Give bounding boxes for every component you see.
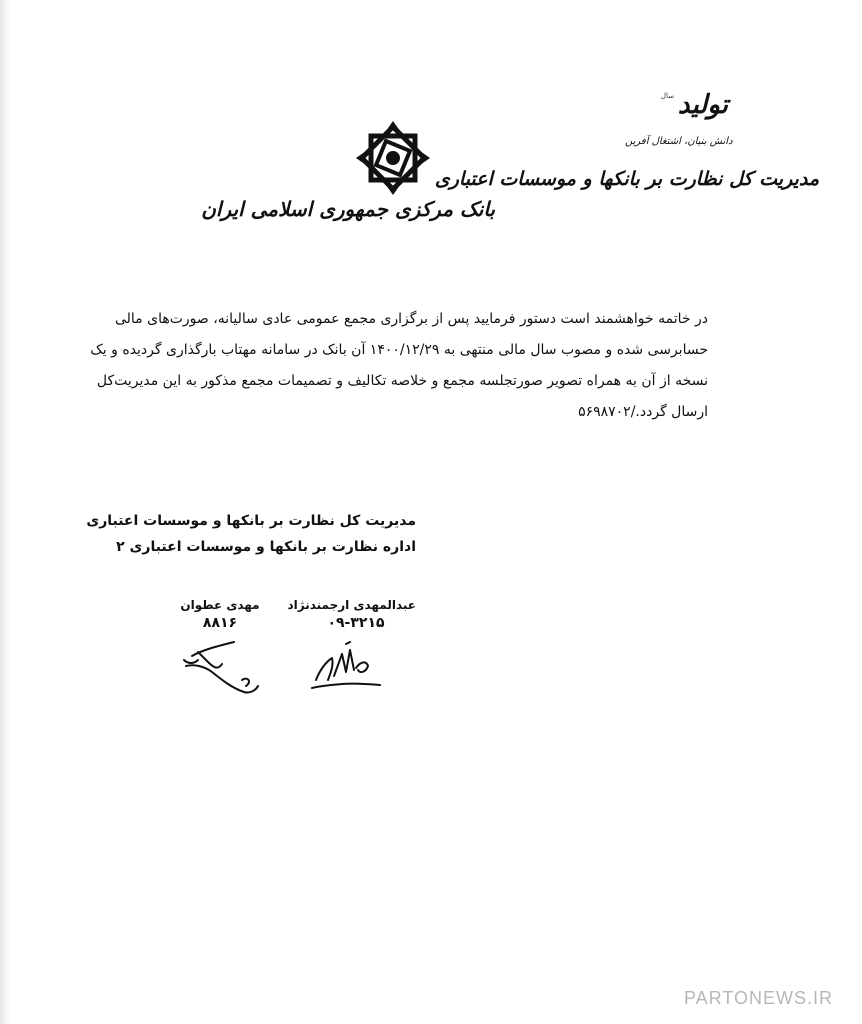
signer-name: مهدی عطوان <box>180 598 260 612</box>
page-edge-shadow <box>0 0 10 1024</box>
body-last-line: ارسال گردد./۵۶۹۸۷۰۲ <box>578 404 708 420</box>
signer-name: عبدالمهدی ارجمندنژاد <box>287 598 416 612</box>
signer-code: ۰۹-۳۲۱۵ <box>327 615 385 631</box>
department-title: مدیریت کل نظارت بر بانکها و موسسات اعتباری <box>434 168 819 190</box>
central-bank-emblem-icon <box>352 117 434 199</box>
signer-2 <box>180 596 260 632</box>
signer-code: ۸۸۱۶ <box>202 615 238 631</box>
letter-body <box>76 304 708 428</box>
bank-name: بانک مرکزی جمهوری اسلامی ایران <box>201 197 495 221</box>
body-line: حسابرسی شده و مصوب سال مالی منتهی به ۱۴۰۰/۱۲/۲۹ آن بانک در سامانه مهتاب بارگذاری گردیده و یک <box>90 342 708 358</box>
signature-org-line-1: مدیریت کل نظارت بر بانکها و موسسات اعتباری <box>86 513 416 529</box>
tolid-slogan-text: دانش بنیان، اشتغال آفرین <box>625 136 733 147</box>
signature-2-scribble <box>178 636 268 698</box>
body-line: در خاتمه خواهشمند است دستور فرمایید پس از برگزاری مجمع عمومی عادی سالیانه، صورت‌های مالی <box>114 311 708 327</box>
body-line: نسخه از آن به همراه تصویر صورتجلسه مجمع و خلاصه تکالیف و تصمیمات مجمع مذکور به این مدیریت‌کل <box>96 373 708 389</box>
tolid-logo-text: تولید <box>677 90 728 120</box>
signer-1 <box>287 596 416 632</box>
watermark: PARTONEWS.IR <box>684 988 834 1008</box>
tolid-slogan-logo <box>628 90 728 130</box>
tolid-logo-superscript: سال <box>660 92 674 100</box>
signature-org-line-2: اداره نظارت بر بانکها و موسسات اعتباری ۲ <box>116 539 416 555</box>
signature-1-scribble <box>306 640 386 695</box>
signature-organization <box>86 508 416 560</box>
